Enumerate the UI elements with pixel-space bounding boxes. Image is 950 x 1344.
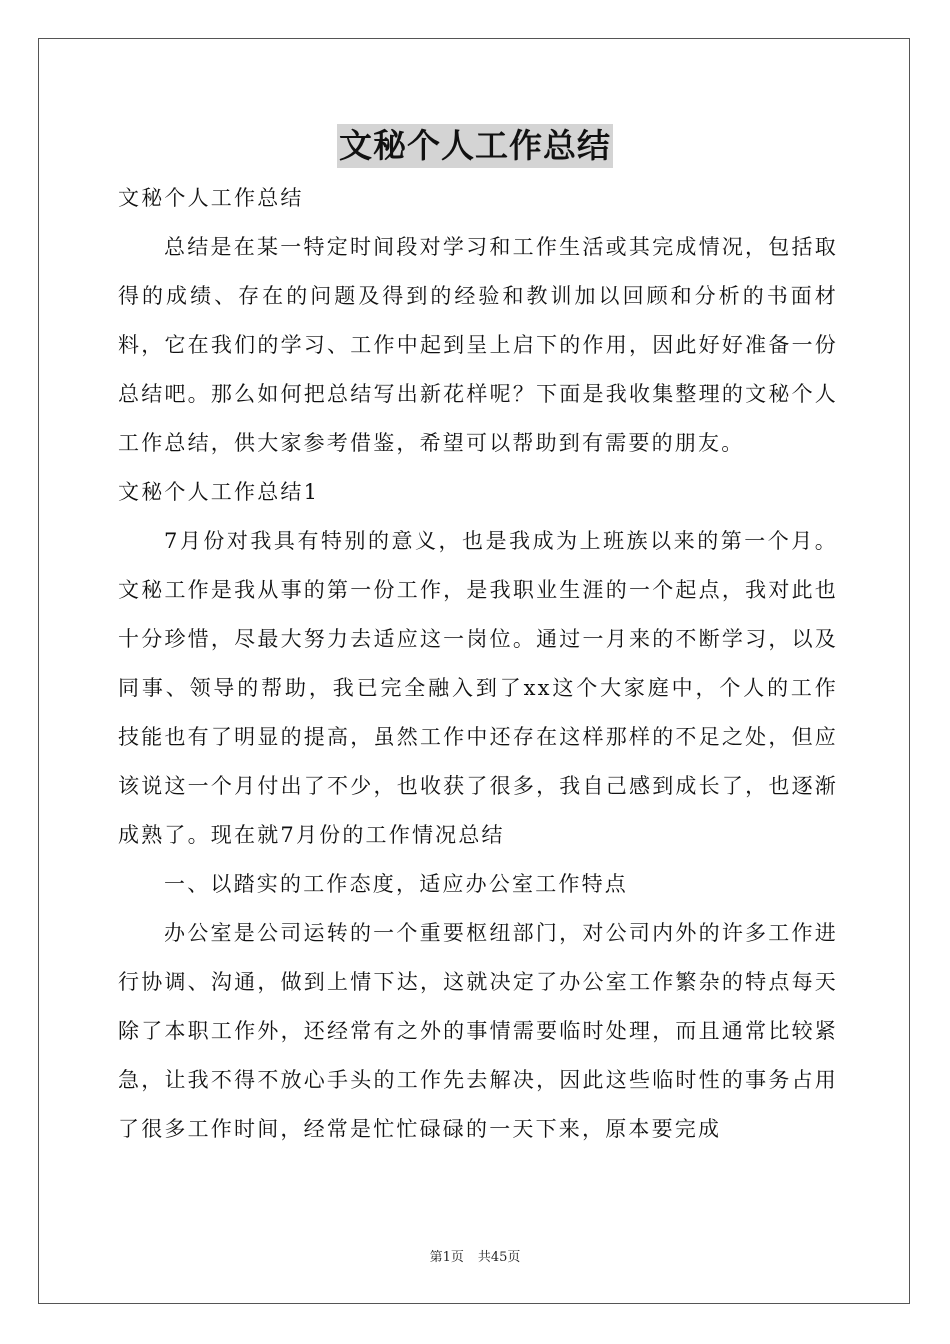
paragraph-subheading: 一、以踏实的工作态度，适应办公室工作特点	[164, 872, 628, 896]
page-total: 共45页	[477, 1250, 521, 1265]
document-body	[118, 174, 838, 1154]
paragraph-heading: 文秘个人工作总结	[118, 186, 304, 210]
page-number: 第1页	[429, 1250, 464, 1265]
paragraph-intro: 总结是在某一特定时间段对学习和工作生活或其完成情况，包括取得的成绩、存在的问题及得到的经验和教训加以回顾和分析的书面材料，它在我们的学习、工作中起到呈上启下的作用，因此好好准备一份总结吧。那么如何把总结写出新花样呢？下面是我收集整理的文秘个人工作总结，供大家参考借鉴，希望可以帮助到有需要的朋友。	[118, 235, 838, 455]
paragraph-body: 7月份对我具有特别的意义，也是我成为上班族以来的第一个月。文秘工作是我从事的第一份工作，是我职业生涯的一个起点，我对此也十分珍惜，尽最大努力去适应这一岗位。通过一月来的不断学习，以及同事、领导的帮助，我已完全融入到了xx这个大家庭中，个人的工作技能也有了明显的提高，虽然工作中还存在这样那样的不足之处，但应该说这一个月付出了不少，也收获了很多，我自己感到成长了，也逐渐成熟了。现在就7月份的工作情况总结	[118, 529, 838, 847]
paragraph-body: 办公室是公司运转的一个重要枢纽部门，对公司内外的许多工作进行协调、沟通，做到上情下达，这就决定了办公室工作繁杂的特点每天除了本职工作外，还经常有之外的事情需要临时处理，而且通常比较紧急，让我不得不放心手头的工作先去解决，因此这些临时性的事务占用了很多工作时间，经常是忙忙碌碌的一天下来，原本要完成	[118, 921, 838, 1141]
document-title: 文秘个人工作总结	[337, 124, 613, 168]
paragraph-section-heading: 文秘个人工作总结1	[118, 480, 320, 504]
title-wrap	[0, 124, 950, 168]
page-footer	[0, 1246, 950, 1265]
